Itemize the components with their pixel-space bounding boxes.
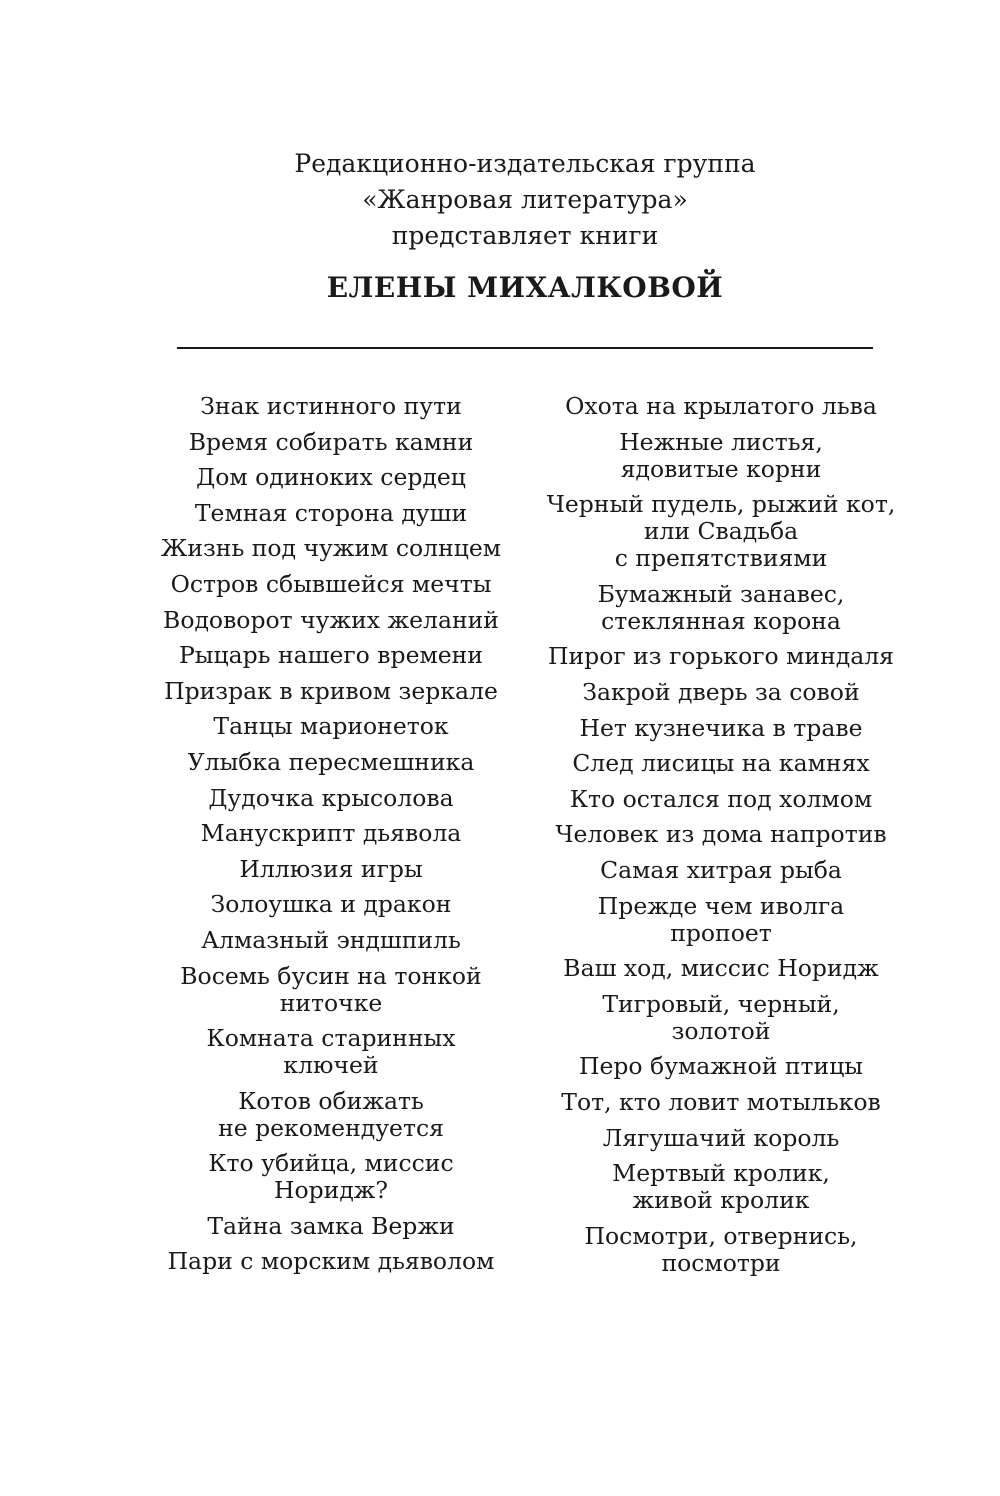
book-title: Прежде чем иволга пропоет	[597, 891, 845, 947]
book-title: Жизнь под чужим солнцем	[160, 534, 502, 563]
book-title: Тот, кто ловит мотыльков	[561, 1087, 881, 1116]
book-title: Тигровый, черный, золотой	[602, 989, 840, 1045]
book-title: Темная сторона души	[194, 498, 468, 527]
book-title: Котов обижать не рекомендуется	[218, 1086, 444, 1142]
book-list-left-column	[148, 393, 514, 1284]
book-title: Мертвый кролик, живой кролик	[612, 1159, 830, 1215]
book-title: Комната старинных ключей	[206, 1024, 456, 1080]
book-title: Дом одиноких сердец	[196, 463, 466, 492]
book-title: Закрой дверь за совой	[582, 677, 860, 706]
book-title: Кто убийца, миссис Норидж?	[208, 1149, 454, 1205]
book-title: Ваш ход, миссис Норидж	[563, 954, 879, 983]
book-title: Нет кузнечика в траве	[579, 713, 863, 742]
book-title: Дудочка крысолова	[208, 783, 454, 812]
publisher-header	[175, 146, 875, 308]
book-title: Алмазный эндшпиль	[201, 925, 461, 954]
book-title: Знак истинного пути	[200, 392, 462, 420]
book-title: Нежные листья, ядовитые корни	[619, 427, 823, 483]
book-title: Время собирать камни	[188, 427, 474, 456]
book-title: Черный пудель, рыжий кот, или Свадьба с препятствиями	[546, 490, 896, 573]
book-title: Кто остался под холмом	[569, 784, 873, 813]
presents-books-line: представляет книги	[391, 221, 659, 250]
book-title: Пари с морским дьяволом	[167, 1247, 495, 1276]
book-title: Бумажный занавес, стеклянная корона	[597, 579, 845, 635]
book-title: Человек из дома напротив	[555, 820, 887, 849]
book-title: Пирог из горького миндаля	[548, 642, 894, 671]
book-title: Иллюзия игры	[239, 854, 423, 883]
book-title: Водоворот чужих желаний	[163, 605, 499, 634]
book-title: Призрак в кривом зеркале	[164, 676, 498, 705]
book-title: Танцы марионеток	[213, 712, 449, 741]
book-title: След лисицы на камнях	[572, 749, 870, 778]
imprint-name-line: «Жанровая литература»	[362, 185, 688, 214]
book-title: Перо бумажной птицы	[578, 1052, 864, 1081]
book-title: Лягушачий король	[602, 1123, 840, 1152]
book-title: Манускрипт дьявола	[200, 819, 462, 848]
book-title: Посмотри, отвернись, посмотри	[584, 1221, 858, 1277]
book-title: Охота на крылатого льва	[565, 392, 877, 420]
book-title: Самая хитрая рыба	[600, 855, 842, 884]
header-divider	[177, 347, 873, 349]
book-title: Рыцарь нашего времени	[179, 641, 483, 670]
book-title: Восемь бусин на тонкой ниточке	[180, 961, 482, 1017]
publisher-group-line: Редакционно-издательская группа	[294, 149, 756, 178]
book-title: Тайна замка Вержи	[207, 1211, 455, 1240]
book-title: Остров сбывшейся мечты	[170, 569, 492, 598]
book-list-right-column	[538, 393, 904, 1285]
author-name: ЕЛЕНЫ МИХАЛКОВОЙ	[326, 271, 724, 304]
book-title: Золоушка и дракон	[210, 890, 452, 919]
book-title: Улыбка пересмешника	[187, 747, 475, 776]
